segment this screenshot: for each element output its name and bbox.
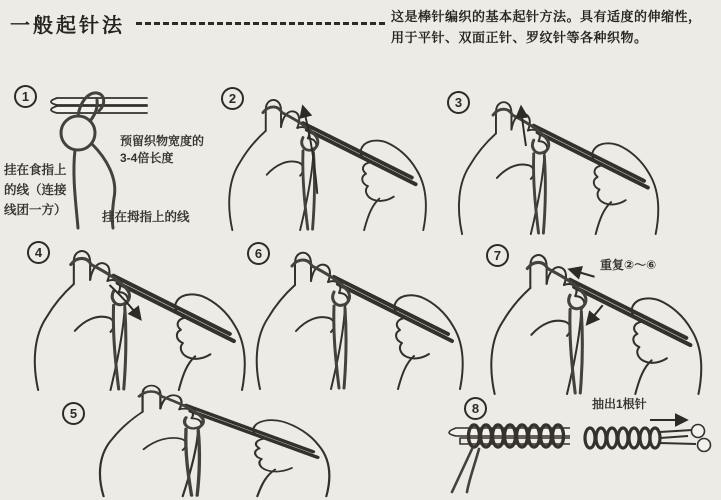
- note-index-line-2: 的线（连接: [4, 183, 67, 197]
- step-7-number: 7: [486, 244, 509, 267]
- step-8-note-pullout: 抽出1根针: [592, 397, 647, 411]
- note-index-line-3: 线团一方）: [4, 203, 67, 217]
- arrow-down-left-icon: [587, 305, 602, 323]
- step-2-illustration: [218, 84, 430, 232]
- page-title: 一般起针法: [10, 15, 125, 37]
- step-5-number: 5: [62, 402, 85, 425]
- note-reserve-line-1: 预留织物宽度的: [120, 134, 205, 148]
- intro-line-1: 这是棒针编织的基本起针方法。具有适度的伸缩性，: [391, 9, 702, 24]
- step-1-note-reserve: [120, 133, 204, 167]
- arrow-left-icon: [570, 270, 594, 277]
- step-7-note-repeat: 重复②～⑥: [600, 258, 657, 272]
- step-1-number: 1: [14, 85, 37, 108]
- intro-paragraph: [391, 6, 716, 48]
- step-3-number: 3: [447, 91, 470, 114]
- pulled-needle-ends: [660, 425, 711, 452]
- step-1-note-index-finger: [4, 160, 67, 220]
- step-6-illustration: [246, 236, 466, 391]
- step-8-number: 8: [464, 397, 487, 420]
- cast-on-loops-right: [585, 428, 660, 448]
- step-4-number: 4: [27, 241, 50, 264]
- note-index-line-1: 挂在食指上: [4, 163, 67, 177]
- step-3-illustration: [446, 86, 664, 236]
- intro-line-2: 用于平针、双面正针、罗纹针等各种织物。: [391, 30, 648, 45]
- title-dash-rule: [136, 22, 385, 25]
- step-8-illustration: [438, 412, 718, 497]
- step-2-number: 2: [221, 87, 244, 110]
- step-1-note-thumb: 挂在拇指上的线: [102, 210, 190, 224]
- note-reserve-line-2: 3-4倍长度: [120, 151, 174, 165]
- step-5-illustration: [88, 372, 333, 498]
- step-4-illustration: [22, 234, 250, 392]
- step-7-illustration: [480, 238, 705, 396]
- yarn-tail: [452, 449, 479, 492]
- step-6-number: 6: [247, 242, 270, 265]
